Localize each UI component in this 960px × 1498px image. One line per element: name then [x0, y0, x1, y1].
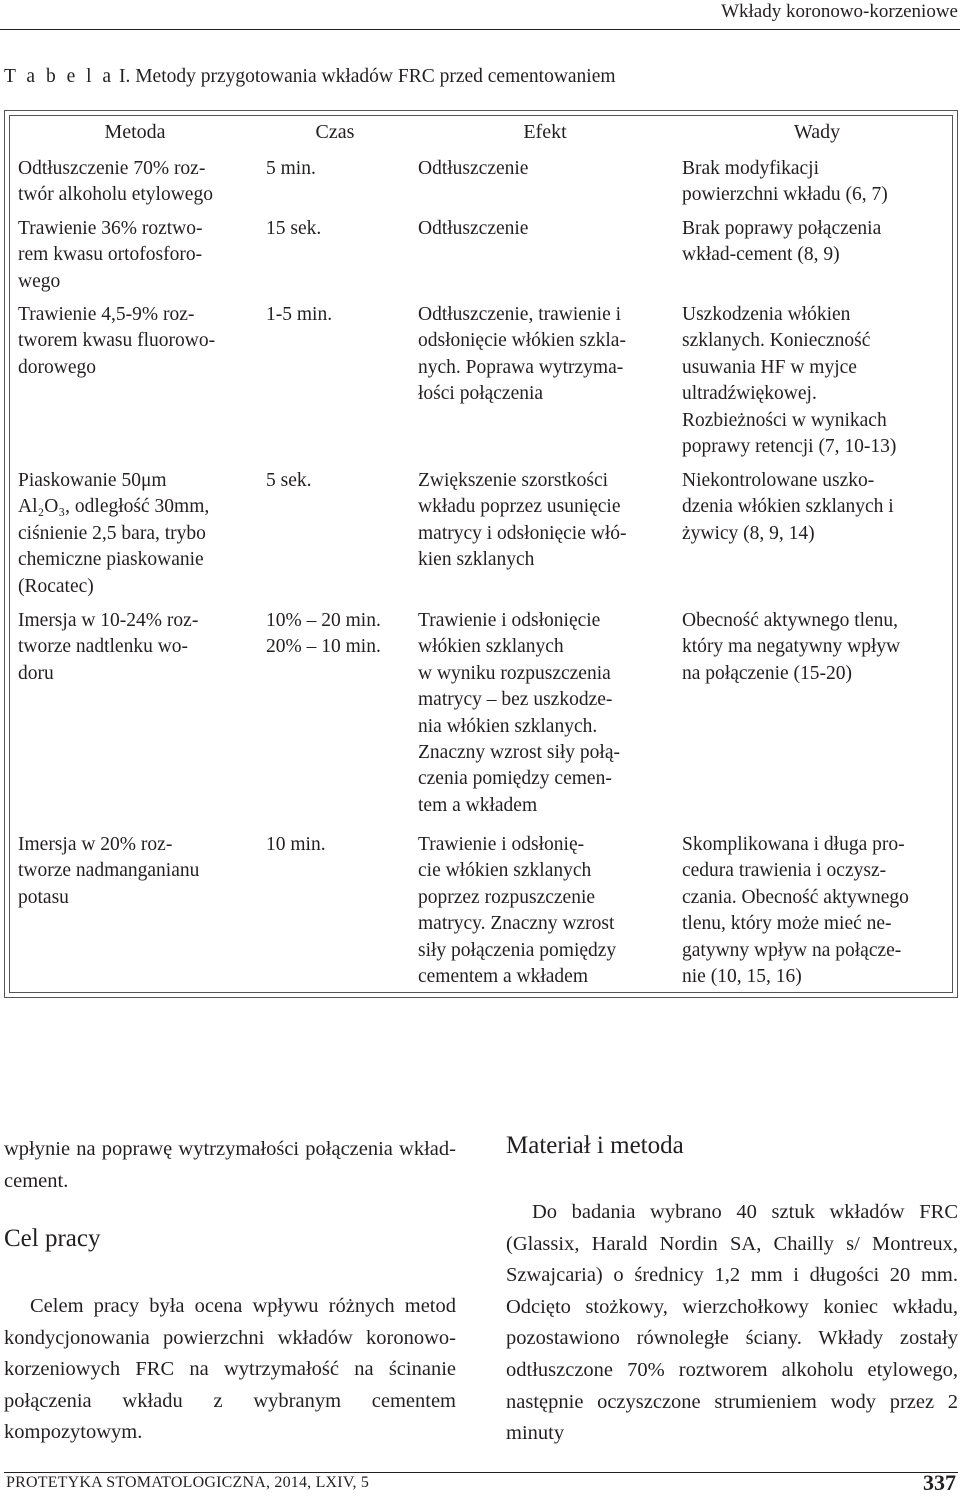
- table-cell-metoda: wego: [18, 270, 61, 292]
- table-cell-efekt: cie włókien szklanych: [418, 860, 592, 882]
- table-cell-efekt: kien szklanych: [418, 549, 535, 571]
- table-cell-wady: na połączenie (15-20): [682, 662, 852, 684]
- running-head: [0, 0, 960, 30]
- table-cell-wady: usuwania HF w myjce: [682, 356, 857, 378]
- table-cell-efekt: poprzez rozpuszczenie: [418, 886, 596, 908]
- table-cell-metoda: Odtłuszczenie 70% roz-: [18, 158, 206, 179]
- table-cell-wady: Niekontrolowane uszko-: [682, 470, 875, 491]
- table-cell-czas: 5 min.: [266, 158, 316, 179]
- table-cell-efekt: Odtłuszczenie: [418, 218, 529, 239]
- table-caption-label: T a b e l a: [4, 66, 115, 87]
- table-cell-wady: powierzchni wkładu (6, 7): [682, 184, 888, 206]
- table-caption-number: I.: [118, 66, 131, 87]
- table-cell-metoda: tworem kwasu fluorowo-: [18, 330, 216, 352]
- running-head-text: Wkłady koronowo-korzeniowe: [721, 1, 958, 22]
- table-cell-wady: żywicy (8, 9, 14): [682, 522, 815, 544]
- footer-rule: [4, 1472, 958, 1473]
- table-cell-czas: 10 min.: [266, 834, 326, 855]
- table-cell-wady: dzenia włókien szklanych i: [682, 496, 894, 518]
- section-heading-material-i-metoda: Materiał i metoda: [506, 1132, 684, 1159]
- table-cell-efekt: Odtłuszczenie, trawienie i: [418, 304, 622, 325]
- table-cell-metoda: potasu: [18, 886, 69, 908]
- table-cell-wady: Rozbieżności w wynikach: [682, 409, 887, 431]
- table-cell-efekt: nia włókien szklanych.: [418, 715, 598, 737]
- table-cell-czas: 15 sek.: [266, 218, 322, 239]
- table-cell-metoda: doru: [18, 662, 54, 684]
- methods-table: [4, 110, 958, 998]
- methods-table-inner: [9, 115, 953, 993]
- table-cell-metoda: Imersja w 20% roz-: [18, 834, 173, 855]
- table-cell-efekt: wkładu poprzez usunięcie: [418, 496, 621, 518]
- table-cell-wady: czania. Obecność aktywnego: [682, 886, 909, 908]
- left-column-paragraph: Celem pracy była ocena wpływu różnych metod kondycjonowania powierzchni wkładów koronowo-korzeniowych FRC na wytrzymałość na ścinanie połączenia wkładu z wybranym cementem kompozytowym.: [4, 1295, 456, 1444]
- table-cell-metoda: (Rocatec): [18, 575, 94, 597]
- table-cell-metoda: Trawienie 36% roztwo-: [18, 218, 203, 239]
- table-cell-metoda: ciśnienie 2,5 bara, trybo: [18, 522, 206, 544]
- column-header-metoda: Metoda: [104, 121, 166, 143]
- table-cell-efekt: Trawienie i odsłonię-: [418, 834, 585, 855]
- table-cell-efekt: nych. Poprawa wytrzyma-: [418, 356, 624, 378]
- page-number: 337: [923, 1470, 956, 1495]
- table-cell-metoda: rem kwasu ortofosforo-: [18, 244, 203, 266]
- table-cell-wady: cedura trawienia i oczysz-: [682, 860, 887, 882]
- table-cell-efekt: Znaczny wzrost siły połą-: [418, 742, 620, 763]
- table-cell-efekt: włókien szklanych: [418, 636, 564, 658]
- table-cell-wady: Brak poprawy połączenia: [682, 218, 882, 239]
- table-cell-metoda: twór alkoholu etylowego: [18, 184, 213, 206]
- table-cell-efekt: matrycy – bez uszkodze-: [418, 689, 613, 711]
- table-cell-wady: Skomplikowana i długa pro-: [682, 834, 905, 855]
- table-cell-efekt: Zwiększenie szorstkości: [418, 470, 609, 491]
- table-cell-efekt: odsłonięcie włókien szkla-: [418, 330, 626, 352]
- table-cell-wady: który ma negatywny wpływ: [682, 636, 901, 658]
- table-cell-metoda: dorowego: [18, 356, 96, 378]
- table-cell-efekt: matrycy. Znaczny wzrost: [418, 913, 615, 935]
- table-cell-czas: 20% – 10 min.: [266, 636, 381, 658]
- table-cell-czas: 5 sek.: [266, 470, 312, 491]
- table-caption: [4, 66, 616, 88]
- table-cell-wady: ultradźwiękowej.: [682, 383, 817, 405]
- table-cell-wady: Uszkodzenia włókien: [682, 304, 851, 325]
- table-cell-efekt: matrycy i odsłonięcie włó-: [418, 522, 627, 544]
- table-cell-efekt: Odtłuszczenie: [418, 158, 529, 179]
- table-cell-wady: Brak modyfikacji: [682, 158, 820, 179]
- footer-journal: PROTETYKA STOMATOLOGICZNA, 2014, LXIV, 5: [6, 1474, 370, 1491]
- table-caption-title: Metody przygotowania wkładów FRC przed cementowaniem: [135, 66, 616, 87]
- table-cell-efekt: w wyniku rozpuszczenia: [418, 662, 611, 684]
- table-cell-czas: 1-5 min.: [266, 304, 333, 325]
- table-cell-czas: 10% – 20 min.: [266, 610, 381, 631]
- table-cell-wady: szklanych. Konieczność: [682, 330, 871, 352]
- table-cell-wady: nie (10, 15, 16): [682, 966, 802, 987]
- right-column-paragraph: Do badania wybrano 40 sztuk wkładów FRC (Glassix, Harald Nordin SA, Chailly s/ Montreux, Szwajcaria) o średnicy 1,2 mm i długości 20 mm. Odcięto stożkowy, wierzchołkowy koniec wkładu, pozostawiono równoległe ściany. Wkłady zostały odtłuszczone 70% roztworem alkoholu etylowego, następnie oczyszczone strumieniem wody przez 2 minuty: [506, 1201, 958, 1445]
- table-cell-metoda: chemiczne piaskowanie: [18, 549, 204, 571]
- table-cell-metoda: Piaskowanie 50μm: [18, 470, 167, 491]
- table-cell-efekt: Trawienie i odsłonięcie: [418, 610, 601, 631]
- table-cell-metoda: Al₂O₃, odległość 30mm,: [18, 496, 210, 518]
- table-cell-efekt: czenia pomiędzy cemen-: [418, 768, 612, 790]
- column-header-efekt: Efekt: [523, 121, 567, 143]
- table-cell-wady: wkład-cement (8, 9): [682, 244, 840, 266]
- left-column-continuation: wpłynie na poprawę wytrzymałości połączenia wkład-cement.: [4, 1138, 456, 1192]
- section-heading-cel-pracy: Cel pracy: [4, 1225, 101, 1252]
- table-cell-efekt: cementem a wkładem: [418, 966, 589, 987]
- table-cell-metoda: tworze nadmanganianu: [18, 860, 200, 882]
- table-cell-wady: Obecność aktywnego tlenu,: [682, 610, 899, 631]
- table-cell-metoda: Imersja w 10-24% roz-: [18, 610, 199, 631]
- table-cell-wady: poprawy retencji (7, 10-13): [682, 436, 897, 457]
- column-header-czas: Czas: [315, 121, 355, 143]
- table-cell-wady: gatywny wpływ na połącze-: [682, 939, 902, 961]
- table-cell-wady: tlenu, który może mieć ne-: [682, 913, 892, 935]
- table-cell-metoda: Trawienie 4,5-9% roz-: [18, 304, 195, 325]
- table-cell-efekt: łości połączenia: [418, 383, 544, 405]
- table-cell-metoda: tworze nadtlenku wo-: [18, 636, 189, 658]
- table-cell-efekt: tem a wkładem: [418, 794, 538, 816]
- table-cell-efekt: siły połączenia pomiędzy: [418, 939, 617, 961]
- column-header-wady: Wady: [793, 121, 841, 143]
